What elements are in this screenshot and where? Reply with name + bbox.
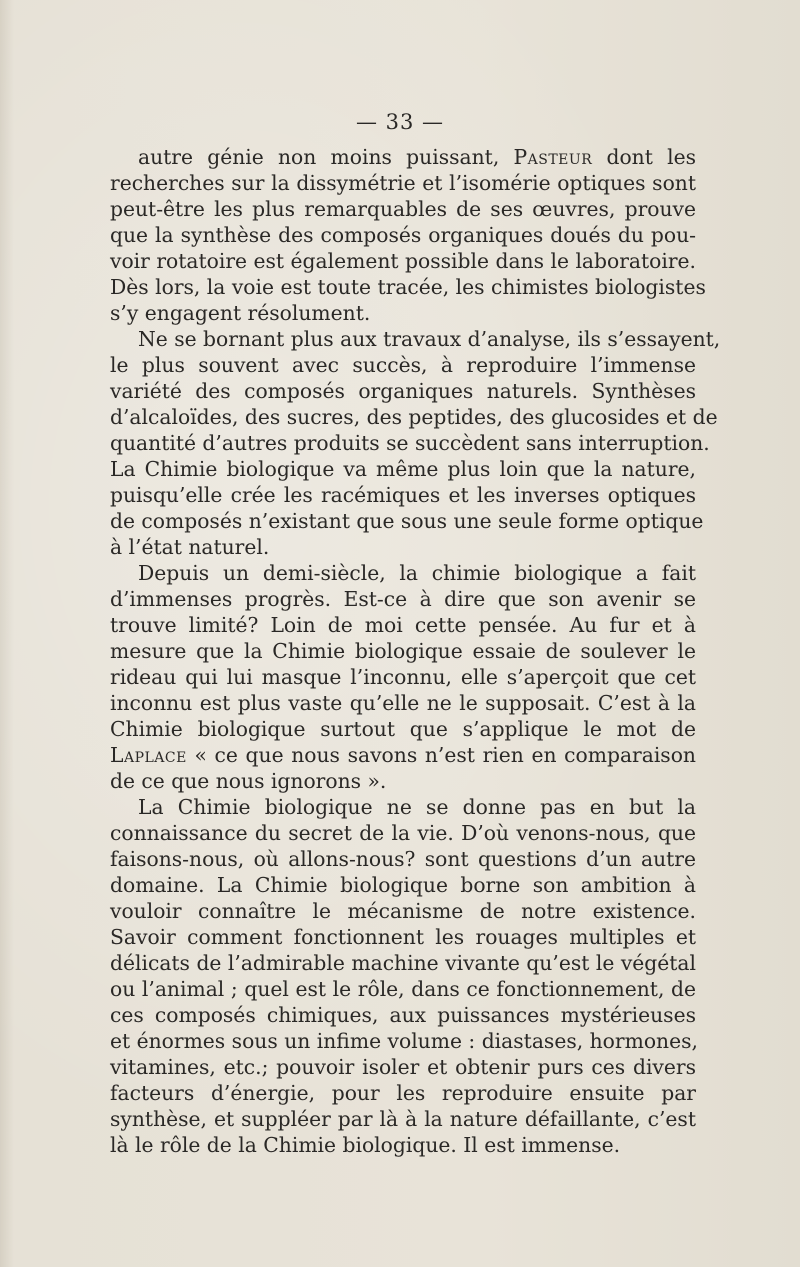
text-line: Chimie biologique surtout que s’applique le mot de [110,717,696,741]
text-line: de ce que nous ignorons ». [110,769,387,793]
text-line: s’y engagent résolument. [110,301,371,325]
text-line: peut-être les plus remarquables de ses œuvres, prouve [110,197,696,221]
text-line: là le rôle de la Chimie biologique. Il est immense. [110,1133,621,1157]
text-line: trouve limité? Loin de moi cette pensée. Au fur et à [110,613,696,637]
text-line: de composés n’existant que sous une seule forme optique [110,509,704,533]
text-line: d’alcaloïdes, des sucres, des peptides, des glucosides et de [110,405,718,429]
text-line: inconnu est plus vaste qu’elle ne le supposait. C’est à la [110,691,696,715]
text-line: ces composés chimiques, aux puissances mystérieuses [110,1003,696,1027]
text-line: rideau qui lui masque l’inconnu, elle s’aperçoit que cet [110,665,696,689]
text-line: Laplace « ce que nous savons n’est rien en comparaison [110,743,696,767]
text-line: mesure que la Chimie biologique essaie de soulever le [110,639,696,663]
text-line: que la synthèse des composés organiques doués du pou- [110,223,696,247]
text-line: domaine. La Chimie biologique borne son ambition à [110,873,696,897]
text-line: Savoir comment fonctionnent les rouages multiples et [110,925,696,949]
text-line: Dès lors, la voie est toute tracée, les chimistes biologistes [110,275,706,299]
text-line: variété des composés organiques naturels. Synthèses [110,379,696,403]
author-name: Laplace [110,743,187,767]
text-line: vouloir connaître le mécanisme de notre existence. [110,899,696,923]
text-line: facteurs d’énergie, pour les reproduire ensuite par [110,1081,696,1105]
text-line: autre génie non moins puissant, Pasteur dont les [138,145,696,169]
text-line: voir rotatoire est également possible dans le laboratoire. [110,249,696,273]
author-name: Pasteur [513,145,593,169]
text-line: Depuis un demi-siècle, la chimie biologique a fait [138,561,696,585]
text-line: recherches sur la dissymétrie et l’isomérie optiques sont [110,171,696,195]
text-line: à l’état naturel. [110,535,270,559]
text-line: Ne se bornant plus aux travaux d’analyse, ils s’essayent, [138,327,721,351]
text-line: et énormes sous un infime volume : diastases, hormones, [110,1029,698,1053]
text-line: le plus souvent avec succès, à reproduire l’immense [110,353,696,377]
text-line: synthèse, et suppléer par là à la nature défaillante, c’est [110,1107,696,1131]
text-line: La Chimie biologique va même plus loin que la nature, [110,457,696,481]
text-line: faisons-nous, où allons-nous? sont questions d’un autre [110,847,696,871]
page-number: — 33 — [355,110,445,134]
text-line: quantité d’autres produits se succèdent sans interruption. [110,431,710,455]
text-line: connaissance du secret de la vie. D’où venons-nous, que [110,821,696,845]
paragraph-4 [110,794,696,1158]
text-line: vitamines, etc.; pouvoir isoler et obtenir purs ces divers [110,1055,696,1079]
body-text [110,144,721,1158]
text-line: puisqu’elle crée les racémiques et les inverses optiques [110,483,696,507]
text-line: La Chimie biologique ne se donne pas en but la [138,795,696,819]
paragraph-3 [110,560,696,794]
paragraph-1 [110,144,706,326]
paragraph-2 [110,326,721,560]
text-line: délicats de l’admirable machine vivante qu’est le végétal [110,951,696,975]
text-line: ou l’animal ; quel est le rôle, dans ce fonctionnement, de [110,977,696,1001]
text-line: d’immenses progrès. Est-ce à dire que son avenir se [110,587,696,611]
